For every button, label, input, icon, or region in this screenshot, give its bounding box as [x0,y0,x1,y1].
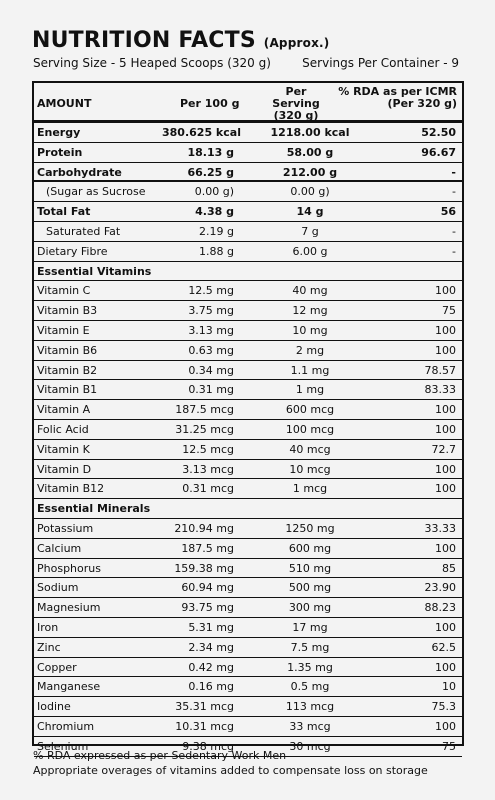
table-row [34,242,462,262]
rda-value: 23.90 [424,581,456,595]
nutrient-name: Magnesium [37,601,101,615]
nutrient-name: Selenium [37,739,89,753]
rda-value: 100 [435,284,456,298]
per-serving-value: 7 g [301,224,319,238]
per-serving-value: 212.00 g [282,165,338,179]
nutrient-name: Vitamin B12 [37,482,105,496]
rda-value: - [452,185,456,199]
per-serving-value: 0.5 mg [290,680,330,694]
header-rda [338,86,457,110]
per-serving-value: 2 mg [295,343,325,357]
per-serving-value: 1 mg [295,383,325,397]
per-serving-value: 600 mg [288,541,332,555]
nutrient-name: Vitamin E [37,323,90,337]
nutrient-name: Vitamin B2 [37,363,98,377]
per-serving-value: 58.00 g [286,145,334,159]
rda-value: 52.50 [421,126,456,139]
section-row [34,499,462,519]
nutrient-name: Vitamin B1 [37,383,98,397]
header-per-100g: Per 100 g [180,97,240,110]
per-100g-value: 0.31 mcg [182,482,234,496]
rda-value: 33.33 [424,521,456,535]
header-per-serving [262,86,330,122]
title-note: (Approx.) [263,36,330,50]
per-serving-value: 10 mcg [289,462,331,476]
rda-value: - [451,165,456,179]
rda-value: 96.67 [421,145,456,159]
table-row [34,202,462,222]
nutrient-name: Calcium [37,541,82,555]
table-row [34,380,462,400]
per-100g-value: 0.34 mg [188,363,234,377]
per-serving-value: 600 mcg [285,403,335,417]
per-100g-value: 3.13 mg [188,323,234,337]
table-row [34,163,462,183]
per-serving-value: 40 mcg [289,442,331,456]
rda-value: 100 [435,403,456,417]
per-100g-value: 93.75 mg [181,601,234,615]
per-100g-value: 35.31 mcg [175,700,234,714]
rda-value: 100 [435,343,456,357]
per-100g-value: 10.31 mcg [175,719,234,733]
per-100g-value: 0.63 mg [188,343,234,357]
table-row [34,677,462,697]
per-serving-value: 100 mcg [285,422,335,436]
per-serving-value: 1 mcg [292,482,328,496]
table-row [34,578,462,598]
table-row [34,281,462,301]
nutrient-name: Vitamin B6 [37,343,98,357]
per-100g-value: 12.5 mg [188,284,234,298]
nutrient-name: Saturated Fat [46,224,121,238]
per-100g-value: 0.31 mg [188,383,234,397]
rda-value: 100 [435,462,456,476]
per-serving-value: 500 mg [288,581,332,595]
footnote-rda: % RDA expressed as per Sedentary Work Men [33,749,287,762]
servings-per-container: Servings Per Container - 9 [302,56,459,70]
section-row [34,262,462,282]
per-100g-value: 9.38 mcg [182,739,234,753]
nutrient-name: Vitamin C [37,284,91,298]
per-serving-value: 12 mg [292,304,328,318]
per-serving-value: 7.5 mg [290,640,330,654]
rda-value: 85 [442,561,456,575]
nutrition-table [32,81,464,753]
rda-value: 83.33 [424,383,456,397]
rda-value: - [452,224,456,238]
per-100g-value: 380.625 kcal [162,126,241,139]
nutrient-name: Potassium [37,521,94,535]
table-row [34,539,462,559]
nutrient-name: Protein [37,145,83,159]
per-100g-value: 2.19 g [199,224,234,238]
table-row [34,123,462,143]
per-100g-value: 18.13 g [187,145,234,159]
per-serving-value: 1218.00 kcal [270,126,350,139]
serving-size: Serving Size - 5 Heaped Scoops (320 g) [33,56,271,70]
rda-value: 62.5 [431,640,456,654]
per-serving-value: 14 g [296,205,324,219]
rda-value: 100 [435,719,456,733]
nutrient-name: Dietary Fibre [37,244,108,258]
rda-value: 75 [442,739,456,753]
per-100g-value: 12.5 mcg [182,442,234,456]
table-body [34,123,462,757]
per-100g-value: 60.94 mg [181,581,234,595]
rda-value: 100 [435,620,456,634]
table-row [34,697,462,717]
rda-value: 72.7 [431,442,456,456]
rda-value: 100 [435,422,456,436]
rda-value: - [452,244,456,258]
table-row [34,361,462,381]
rda-value: 100 [435,323,456,337]
table-row [34,341,462,361]
per-100g-value: 3.13 mcg [182,462,234,476]
table-row [34,460,462,480]
per-100g-value: 0.16 mg [188,680,234,694]
per-100g-value: 0.00 g) [194,185,234,199]
table-row [34,479,462,499]
nutrient-name: (Sugar as Sucrose [46,185,146,199]
per-serving-value: 6.00 g [292,244,328,258]
per-serving-value: 33 mcg [289,719,331,733]
per-serving-value: 10 mg [292,323,328,337]
per-serving-value: 40 mg [292,284,328,298]
nutrient-name: Vitamin B3 [37,304,98,318]
per-serving-value: 17 mg [292,620,328,634]
table-row [34,638,462,658]
nutrient-name: Chromium [37,719,95,733]
nutrient-name: Phosphorus [37,561,101,575]
per-100g-value: 210.94 mg [174,521,234,535]
table-row [34,717,462,737]
per-100g-value: 4.38 g [195,205,234,219]
header-amount: AMOUNT [37,97,92,110]
nutrient-name: Zinc [37,640,61,654]
per-serving-value: 1.1 mg [290,363,330,377]
table-row [34,598,462,618]
rda-value: 56 [440,205,456,219]
rda-value: 75.3 [431,700,456,714]
nutrient-name: Copper [37,660,77,674]
per-100g-value: 1.88 g [199,244,234,258]
per-serving-value: 1.35 mg [287,660,333,674]
nutrient-name: Vitamin A [37,403,91,417]
header-per-serving-line1: Per Serving [272,85,320,110]
table-row [34,301,462,321]
per-100g-value: 66.25 g [187,165,234,179]
table-row [34,559,462,579]
table-row [34,440,462,460]
table-header [34,83,462,123]
table-row [34,519,462,539]
rda-value: 100 [435,482,456,496]
nutrient-name: Vitamin D [37,462,92,476]
per-serving-value: 300 mg [288,601,332,615]
per-serving-value: 1250 mg [285,521,335,535]
rda-value: 78.57 [424,363,456,377]
rda-value: 88.23 [424,601,456,615]
per-100g-value: 187.5 mcg [175,403,234,417]
per-100g-value: 0.42 mg [188,660,234,674]
per-100g-value: 5.31 mg [188,620,234,634]
table-row [34,143,462,163]
title-text: NUTRITION FACTS [32,28,256,53]
per-100g-value: 31.25 mcg [175,422,234,436]
per-100g-value: 159.38 mg [174,561,234,575]
footnote-overages: Appropriate overages of vitamins added to compensate loss on storage [33,764,428,777]
table-row [34,222,462,242]
nutrient-name: Energy [37,126,81,139]
nutrient-name: Essential Minerals [37,502,151,516]
nutrient-name: Vitamin K [37,442,90,456]
nutrient-name: Iron [37,620,59,634]
nutrition-title [32,28,329,53]
nutrient-name: Folic Acid [37,422,89,436]
table-row [34,420,462,440]
nutrient-name: Manganese [37,680,101,694]
rda-value: 100 [435,541,456,555]
per-serving-value: 510 mg [288,561,332,575]
per-serving-value: 30 mcg [289,739,331,753]
per-100g-value: 187.5 mg [181,541,234,555]
header-rda-line2: (Per 320 g) [387,97,457,110]
rda-value: 10 [442,680,456,694]
table-row [34,618,462,638]
table-row [34,321,462,341]
header-per-serving-line2: (320 g) [273,109,319,122]
nutrient-name: Iodine [37,700,71,714]
table-row [34,182,462,202]
table-row [34,658,462,678]
per-serving-value: 0.00 g) [290,185,330,199]
per-100g-value: 3.75 mg [188,304,234,318]
rda-value: 100 [435,660,456,674]
rda-value: 75 [442,304,456,318]
nutrient-name: Carbohydrate [37,165,122,179]
per-100g-value: 2.34 mg [188,640,234,654]
nutrient-name: Sodium [37,581,79,595]
table-row [34,400,462,420]
nutrient-name: Essential Vitamins [37,264,152,278]
nutrient-name: Total Fat [37,205,91,219]
header-rda-line1: % RDA as per ICMR [338,85,457,98]
per-serving-value: 113 mcg [285,700,335,714]
